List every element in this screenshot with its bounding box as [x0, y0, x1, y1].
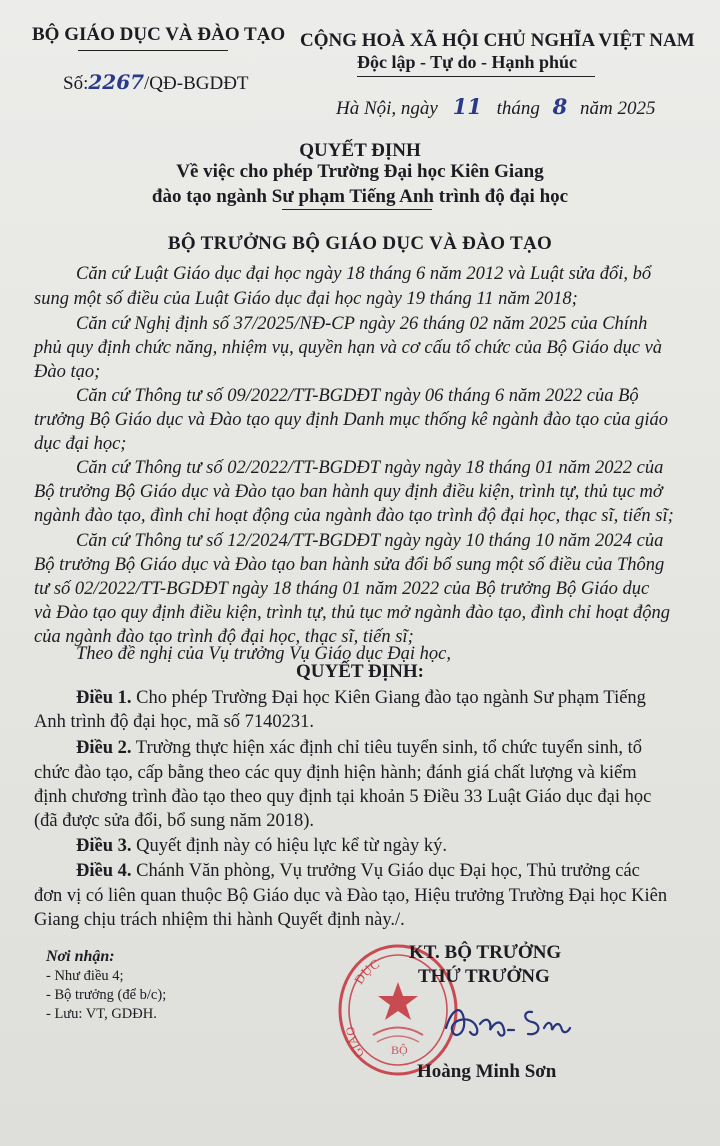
signer-name: Hoàng Minh Sơn	[417, 1061, 557, 1082]
number-prefix: Số:	[63, 73, 89, 94]
article-label: Điều 4.	[76, 861, 132, 881]
preamble-line: Theo đề nghị của Vụ trưởng Vụ Giáo dục Đại học,	[76, 644, 452, 664]
ministry-name: BỘ GIÁO DỤC VÀ ĐÀO TẠO	[32, 24, 286, 45]
issuing-authority: BỘ TRƯỞNG BỘ GIÁO DỤC VÀ ĐÀO TẠO	[167, 233, 553, 254]
subject-line-2: đào tạo ngành Sư phạm Tiếng Anh trình độ đại học	[151, 186, 569, 207]
preamble-line: sung một số điều của Luật Giáo dục đại học ngày 19 tháng 11 năm 2018;	[34, 289, 578, 309]
motto-underline	[357, 76, 595, 77]
preamble-line: và Đào tạo quy định điều kiện, trình tự, thủ tục mở ngành đào tạo, đình chỉ hoạt động	[34, 603, 671, 623]
subject-underline	[282, 209, 432, 210]
ministry-underline	[78, 50, 228, 51]
preamble-line: của ngành đào tạo trình độ đại học, thạc sĩ, tiến sĩ;	[34, 627, 414, 647]
preamble-line: Căn cứ Thông tư số 09/2022/TT-BGDĐT ngày 06 tháng 6 năm 2022 của Bộ	[76, 386, 639, 406]
article-text: Trường thực hiện xác định chỉ tiêu tuyển sinh, tổ chức tuyển sinh, tổ	[131, 738, 643, 758]
date-month-word: tháng	[496, 98, 540, 119]
article-text: Quyết định này có hiệu lực kể từ ngày ký.	[131, 836, 447, 856]
preamble-line: Đào tạo;	[34, 362, 101, 382]
handwritten-month: 8	[552, 94, 568, 119]
article-text: Cho phép Trường Đại học Kiên Giang đào tạo ngành Sư phạm Tiếng	[131, 688, 646, 708]
article-2-line: (đã được sửa đổi, bổ sung năm 2018).	[34, 811, 315, 831]
article-2	[76, 738, 716, 759]
preamble-line: ngành đào tạo, đình chỉ hoạt động của ngành đào tạo trình độ đại học, thạc sĩ, tiến sĩ;	[34, 506, 674, 526]
recipient-item: - Lưu: VT, GDĐH.	[46, 1006, 157, 1022]
recipients-title: Nơi nhận:	[46, 948, 115, 965]
national-motto: Độc lập - Tự do - Hạnh phúc	[357, 52, 578, 72]
article-label: Điều 2.	[76, 738, 132, 758]
article-2-line: chức đào tạo, cấp bằng theo các quy định hiện hành; đánh giá chất lượng và kiểm	[34, 763, 637, 783]
article-4	[76, 861, 716, 882]
preamble-line: Bộ trưởng Bộ Giáo dục và Đào tạo ban hành quy định điều kiện, trình tự, thủ tục mở	[34, 482, 663, 502]
article-label: Điều 1.	[76, 688, 132, 708]
article-text: Chánh Văn phòng, Vụ trưởng Vụ Giáo dục Đại học, Thủ trưởng các	[131, 861, 640, 881]
preamble-line: trưởng Bộ Giáo dục và Đào tạo quy định Danh mục thống kê ngành đào tạo của giáo	[34, 410, 668, 430]
preamble-line: Căn cứ Thông tư số 12/2024/TT-BGDĐT ngày ngày 10 tháng 10 năm 2024 của	[76, 531, 664, 551]
article-1	[76, 688, 716, 709]
subject-line-1: Về việc cho phép Trường Đại học Kiên Giang	[176, 161, 544, 182]
article-3	[76, 836, 716, 857]
date-year: năm 2025	[580, 98, 656, 119]
preamble-line: phủ quy định chức năng, nhiệm vụ, quyền hạn và cơ cấu tổ chức của Bộ Giáo dục và	[34, 338, 663, 358]
preamble-line: dục đại học;	[34, 434, 127, 454]
handwritten-day: 11	[452, 94, 482, 119]
seal-text-bottom: BỘ	[391, 1043, 408, 1057]
handwritten-signature-icon	[440, 990, 580, 1050]
date-place: Hà Nội, ngày	[336, 98, 438, 119]
document-number	[63, 70, 249, 95]
article-4-line: Giang chịu trách nhiệm thi hành Quyết định này./.	[34, 910, 405, 930]
recipient-item: - Như điều 4;	[46, 968, 124, 984]
document-title: QUYẾT ĐỊNH	[299, 140, 421, 161]
article-4-line: đơn vị có liên quan thuộc Bộ Giáo dục và Đào tạo, Hiệu trưởng Trường Đại học Kiên	[34, 886, 668, 906]
issue-date	[336, 94, 655, 120]
number-suffix: /QĐ-BGDĐT	[144, 73, 249, 94]
recipient-item: - Bộ trưởng (để b/c);	[46, 987, 167, 1003]
article-1-line: Anh trình độ đại học, mã số 7140231.	[34, 712, 315, 732]
preamble-line: Căn cứ Thông tư số 02/2022/TT-BGDĐT ngày ngày 18 tháng 01 năm 2022 của	[76, 458, 664, 478]
seal-text-top: DỤC	[350, 955, 382, 987]
preamble-line: tư số 02/2022/TT-BGDĐT ngày 18 tháng 01 năm 2022 của Bộ trưởng Bộ Giáo dục	[34, 579, 650, 599]
country-name: CỘNG HOÀ XÃ HỘI CHỦ NGHĨA VIỆT NAM	[300, 30, 695, 51]
svg-text:GIÁO	[343, 1026, 367, 1061]
decision-heading: QUYẾT ĐỊNH:	[296, 661, 424, 682]
seal-text-left: GIÁO	[342, 1025, 367, 1061]
article-2-line: định chương trình đào tạo theo quy định tại khoản 5 Điều 33 Luật Giáo dục đại học	[34, 787, 652, 807]
preamble-line: Căn cứ Luật Giáo dục đại học ngày 18 tháng 6 năm 2012 và Luật sửa đổi, bổ	[76, 264, 652, 284]
handwritten-number: 2267	[88, 70, 145, 94]
preamble-line: Bộ trưởng Bộ Giáo dục và Đào tạo ban hành sửa đổi bổ sung một số điều của Thông	[34, 555, 665, 575]
preamble-line: Căn cứ Nghị định số 37/2025/NĐ-CP ngày 26 tháng 02 năm 2025 của Chính	[76, 314, 648, 334]
article-label: Điều 3.	[76, 836, 132, 856]
signer-position-1: KT. BỘ TRƯỞNG	[409, 942, 562, 963]
signer-position-2: THỨ TRƯỞNG	[418, 966, 550, 987]
